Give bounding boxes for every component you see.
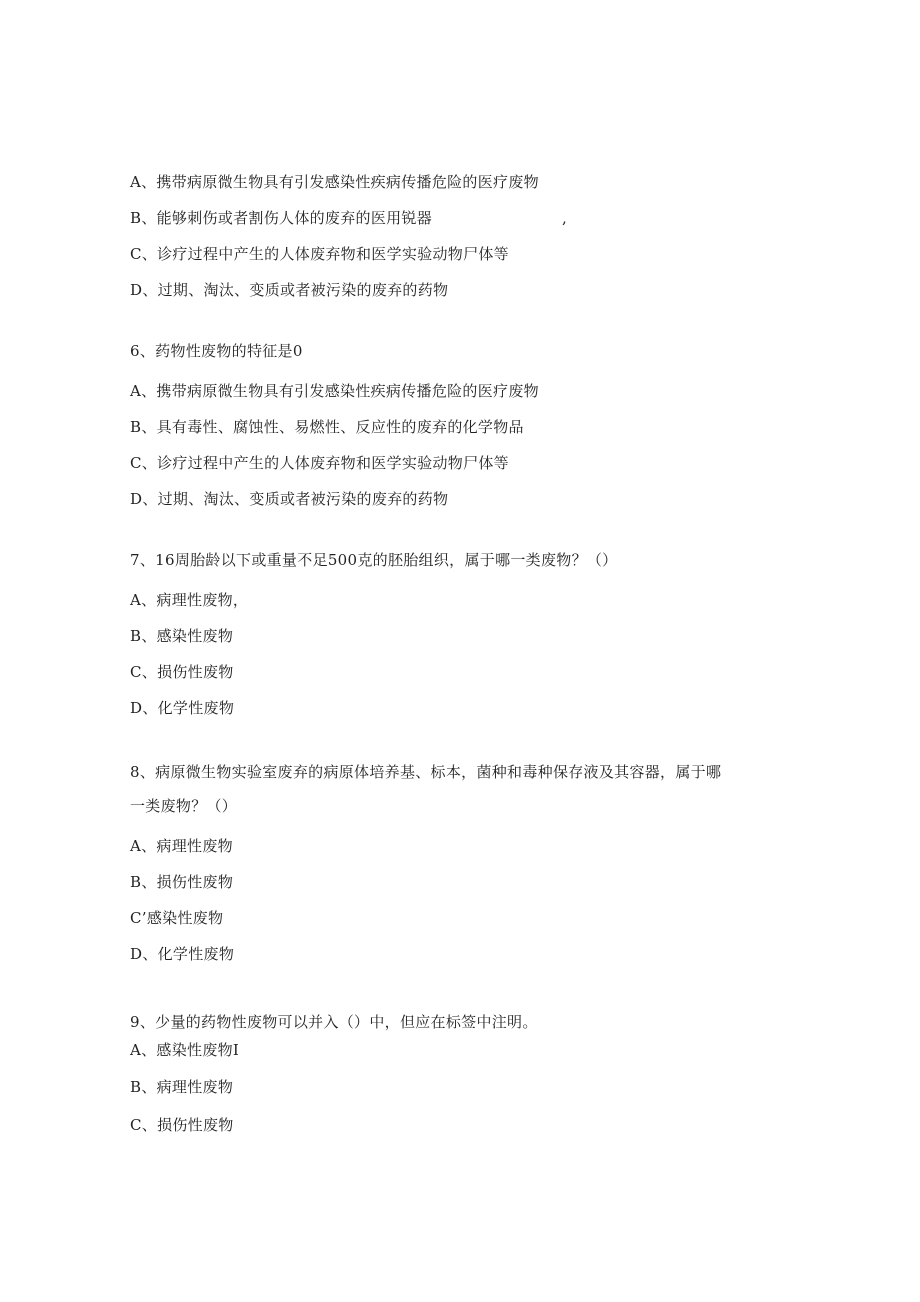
q6-question: 6、药物性废物的特征是0	[130, 342, 303, 360]
q9-option-b: B、病理性废物	[130, 1078, 234, 1096]
q8-option-c: C’感染性废物	[130, 909, 224, 927]
q5-option-c: C、诊疗过程中产生的人体废弃物和医学实验动物尸体等	[130, 245, 509, 263]
q6-option-c: C、诊疗过程中产生的人体废弃物和医学实验动物尸体等	[130, 454, 509, 472]
q5-option-b: B、能够刺伤或者割伤人体的废弃的医用锐器	[130, 209, 433, 227]
q8-option-a: A、病理性废物	[130, 837, 233, 855]
q9-option-a: A、感染性废物I	[130, 1041, 240, 1059]
q7-option-c: C、损伤性废物	[130, 663, 234, 681]
q8-option-b: B、损伤性废物	[130, 873, 234, 891]
q8-question-line2: 一类废物？（）	[130, 797, 238, 815]
q8-question-line1: 8、病原微生物实验室废弃的病原体培养基、标本，菌种和毒种保存液及其容器，属于哪	[130, 763, 722, 781]
q7-option-b: B、感染性废物	[130, 627, 234, 645]
q5-trailing-mark: ,	[562, 209, 567, 227]
q7-option-d: D、化学性废物	[130, 699, 235, 717]
q6-option-b: B、具有毒性、腐蚀性、易燃性、反应性的废弃的化学物品	[130, 418, 524, 436]
q7-question: 7、16周胎龄以下或重量不足500克的胚胎组织，属于哪一类废物？（）	[130, 551, 618, 569]
q8-option-d: D、化学性废物	[130, 945, 235, 963]
q5-option-d: D、过期、淘汰、变质或者被污染的废弃的药物	[130, 281, 449, 299]
q6-option-a: A、携带病原微生物具有引发感染性疾病传播危险的医疗废物	[130, 382, 539, 400]
q7-option-a: A、病理性废物，	[130, 591, 249, 609]
q6-option-d: D、过期、淘汰、变质或者被污染的废弃的药物	[130, 490, 449, 508]
q9-question: 9、少量的药物性废物可以并入（）中，但应在标签中注明。	[130, 1013, 538, 1031]
q9-option-c: C、损伤性废物	[130, 1116, 234, 1134]
q5-option-a: A、携带病原微生物具有引发感染性疾病传播危险的医疗废物	[130, 173, 539, 191]
